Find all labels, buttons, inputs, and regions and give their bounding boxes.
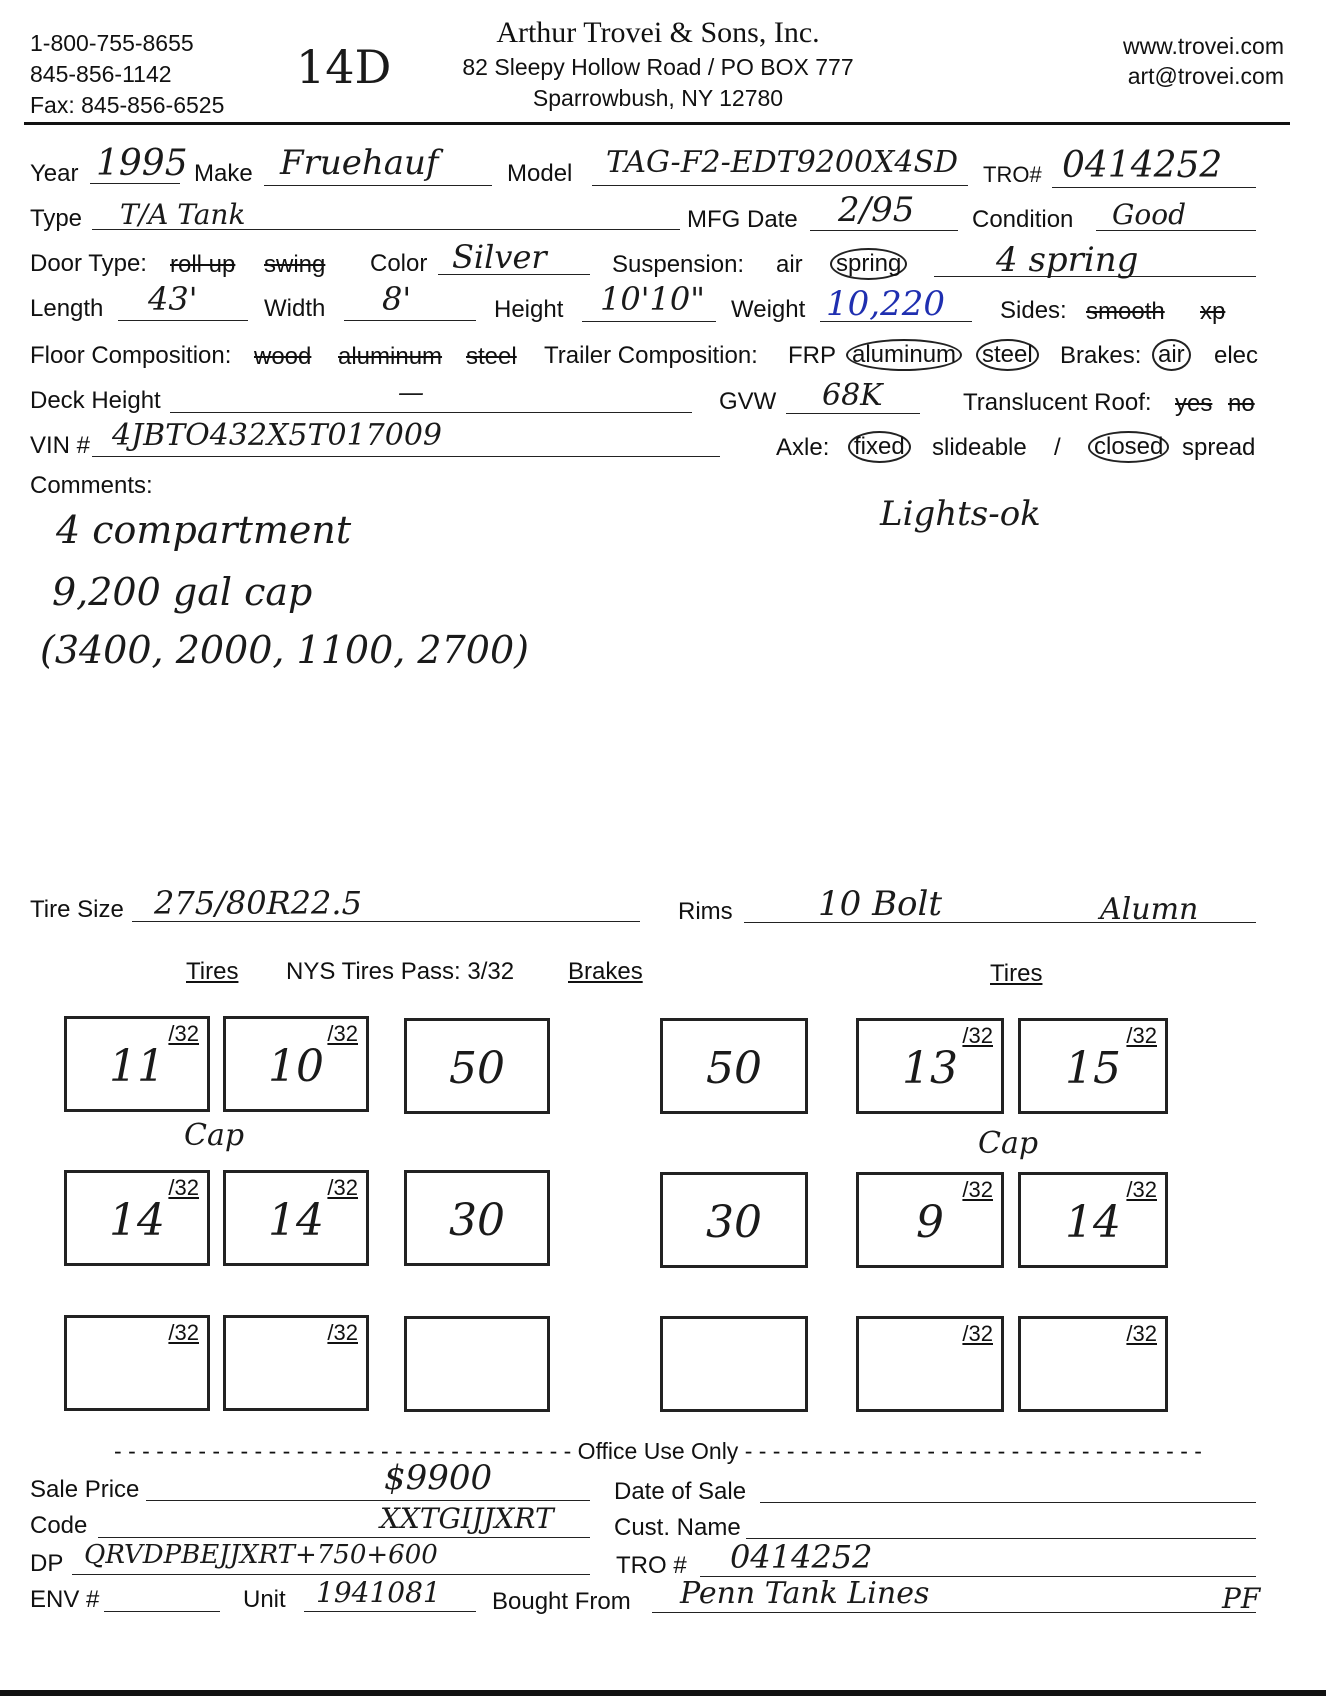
- value-type: T/A Tank: [120, 198, 246, 231]
- label-deck-height: Deck Height: [30, 387, 161, 414]
- label-mfg-date: MFG Date: [687, 206, 798, 233]
- option-axle-slideable[interactable]: slideable: [932, 434, 1027, 461]
- value-condition: Good: [1112, 198, 1187, 231]
- tire-box[interactable]: /32: [856, 1316, 1004, 1412]
- label-brakes: Brakes:: [1060, 342, 1142, 369]
- brake-box[interactable]: [404, 1316, 550, 1412]
- label-code: Code: [30, 1512, 88, 1539]
- comment-line3: (3400, 2000, 1100, 2700): [40, 628, 529, 672]
- value-length: 43': [148, 280, 198, 318]
- bottom-edge: [0, 1690, 1326, 1696]
- value-weight: 10,220: [826, 284, 945, 324]
- option-brakes-air[interactable]: air: [1152, 339, 1191, 371]
- heading-tires-left: Tires: [186, 958, 239, 985]
- comment-right: Lights-ok: [880, 494, 1041, 534]
- label-length: Length: [30, 295, 104, 322]
- axle-slash: /: [1054, 434, 1061, 461]
- tire-box[interactable]: /32 15: [1018, 1018, 1168, 1114]
- value-initials: PF: [1222, 1582, 1261, 1615]
- label-weight: Weight: [731, 296, 806, 323]
- option-floor-steel[interactable]: steel: [466, 343, 517, 370]
- tire-box[interactable]: /32 13: [856, 1018, 1004, 1114]
- label-date-of-sale: Date of Sale: [614, 1478, 747, 1505]
- cap-note-right: Cap: [978, 1126, 1039, 1161]
- option-sides-smooth[interactable]: smooth: [1086, 298, 1165, 325]
- header-email[interactable]: art@trovei.com: [1127, 63, 1284, 89]
- option-susp-spring[interactable]: spring: [830, 248, 907, 280]
- tire-box[interactable]: /32 14: [64, 1170, 210, 1266]
- value-dp: QRVDPBEJJXRT+750+600: [84, 1540, 438, 1570]
- brake-box[interactable]: 30: [404, 1170, 550, 1266]
- label-rims: Rims: [678, 898, 733, 925]
- option-axle-spread[interactable]: spread: [1182, 434, 1256, 461]
- brake-box[interactable]: [660, 1316, 808, 1412]
- tire-box[interactable]: /32: [64, 1315, 210, 1411]
- heading-tires-right: Tires: [990, 960, 1043, 987]
- option-roof-no[interactable]: no: [1228, 390, 1255, 417]
- header-phone1: 1-800-755-8655: [30, 30, 194, 56]
- label-vin: VIN #: [30, 432, 91, 459]
- tire-box[interactable]: /32 14: [223, 1170, 369, 1266]
- heading-brakes: Brakes: [568, 958, 643, 985]
- label-color: Color: [370, 250, 428, 277]
- option-door-swing[interactable]: swing: [264, 251, 326, 278]
- header-website[interactable]: www.trovei.com: [1122, 33, 1284, 59]
- office-use-divider: - - - - - - - - - - - - - - - - - - - - - - - - - - - - - - - - - Office Use Only - - - - - - - - - - - - - - - - - - - - - - - - - - - - - - - - -: [114, 1438, 1202, 1464]
- label-comments: Comments:: [30, 472, 153, 499]
- value-gvw: 68K: [822, 378, 883, 413]
- label-tro: TRO#: [983, 162, 1042, 187]
- tire-box[interactable]: /32: [1018, 1316, 1168, 1412]
- label-door-type: Door Type:: [30, 250, 147, 277]
- brake-box[interactable]: 50: [660, 1018, 808, 1114]
- handwritten-code: 14D: [296, 40, 392, 94]
- label-type: Type: [30, 205, 83, 232]
- value-mfg-date: 2/95: [838, 190, 915, 230]
- value-height: 10'10": [600, 280, 705, 318]
- option-brakes-elec[interactable]: elec: [1214, 342, 1259, 369]
- value-bought-from: Penn Tank Lines: [680, 1576, 930, 1611]
- label-tire-size: Tire Size: [30, 896, 124, 923]
- label-make: Make: [194, 160, 253, 187]
- label-sale-price: Sale Price: [30, 1476, 140, 1503]
- label-width: Width: [264, 295, 326, 322]
- label-translucent-roof: Translucent Roof:: [963, 389, 1152, 416]
- tire-box[interactable]: /32 11: [64, 1016, 210, 1112]
- option-roof-yes[interactable]: yes: [1175, 390, 1213, 417]
- header-phone2: 845-856-1142: [30, 61, 172, 87]
- option-trailer-steel[interactable]: steel: [976, 339, 1039, 371]
- label-dp: DP: [30, 1550, 64, 1577]
- value-rims2: Alumn: [1100, 892, 1199, 927]
- value-tro2: 0414252: [730, 1538, 873, 1576]
- value-tro: 0414252: [1062, 145, 1223, 186]
- header-divider: [24, 122, 1290, 125]
- tire-box[interactable]: /32 9: [856, 1172, 1004, 1268]
- tire-box[interactable]: /32 10: [223, 1016, 369, 1112]
- label-model: Model: [507, 160, 573, 187]
- label-trailer: Trailer Composition:: [544, 342, 758, 369]
- brake-box[interactable]: 30: [660, 1172, 808, 1268]
- label-year: Year: [30, 160, 79, 187]
- value-deck-height: —: [398, 378, 424, 408]
- label-height: Height: [494, 296, 564, 323]
- label-floor: Floor Composition:: [30, 342, 232, 369]
- value-suspension-extra: 4 spring: [996, 240, 1139, 280]
- label-cust-name: Cust. Name: [614, 1514, 741, 1541]
- comment-line1: 4 compartment: [56, 508, 352, 552]
- value-code: XXTGIJJXRT: [380, 1502, 554, 1535]
- option-trailer-aluminum[interactable]: aluminum: [846, 339, 962, 371]
- option-floor-wood[interactable]: wood: [254, 343, 312, 370]
- value-width: 8': [382, 280, 412, 318]
- value-sale-price: $9900: [384, 1458, 493, 1498]
- option-trailer-frp[interactable]: FRP: [788, 342, 836, 369]
- label-unit: Unit: [243, 1586, 286, 1613]
- option-axle-fixed[interactable]: fixed: [848, 431, 911, 463]
- label-gvw: GVW: [719, 388, 777, 415]
- value-unit: 1941081: [316, 1576, 441, 1609]
- brake-box[interactable]: 50: [404, 1018, 550, 1114]
- value-model: TAG-F2-EDT9200X4SD: [606, 145, 959, 180]
- heading-nys-pass: NYS Tires Pass: 3/32: [286, 958, 515, 985]
- cap-note-left: Cap: [184, 1118, 245, 1153]
- option-door-rollup[interactable]: roll up: [170, 251, 236, 278]
- label-sides: Sides:: [1000, 297, 1067, 324]
- label-tro2: TRO #: [616, 1552, 687, 1579]
- company-address1: 82 Sleepy Hollow Road / PO BOX 777: [462, 54, 854, 80]
- label-condition: Condition: [972, 206, 1074, 233]
- option-axle-closed[interactable]: closed: [1088, 431, 1169, 463]
- company-name: Arthur Trovei & Sons, Inc.: [496, 16, 820, 49]
- option-sides-xp[interactable]: xp: [1200, 298, 1226, 325]
- value-color: Silver: [452, 238, 547, 276]
- value-make: Fruehauf: [280, 143, 439, 183]
- header-fax: Fax: 845-856-6525: [30, 92, 225, 118]
- value-tire-size: 275/80R22.5: [154, 884, 362, 922]
- option-susp-air[interactable]: air: [776, 251, 803, 278]
- label-bought-from: Bought From: [492, 1588, 631, 1615]
- label-env: ENV #: [30, 1586, 100, 1613]
- tire-box[interactable]: /32 14: [1018, 1172, 1168, 1268]
- value-year: 1995: [96, 143, 188, 184]
- value-rims: 10 Bolt: [818, 884, 943, 924]
- comment-line2: 9,200 gal cap: [52, 570, 313, 614]
- value-vin: 4JBTO432X5T017009: [112, 418, 442, 453]
- option-floor-aluminum[interactable]: aluminum: [338, 343, 443, 370]
- label-axle: Axle:: [776, 434, 830, 461]
- tire-box[interactable]: /32: [223, 1315, 369, 1411]
- label-suspension: Suspension:: [612, 251, 745, 278]
- company-address2: Sparrowbush, NY 12780: [532, 85, 784, 111]
